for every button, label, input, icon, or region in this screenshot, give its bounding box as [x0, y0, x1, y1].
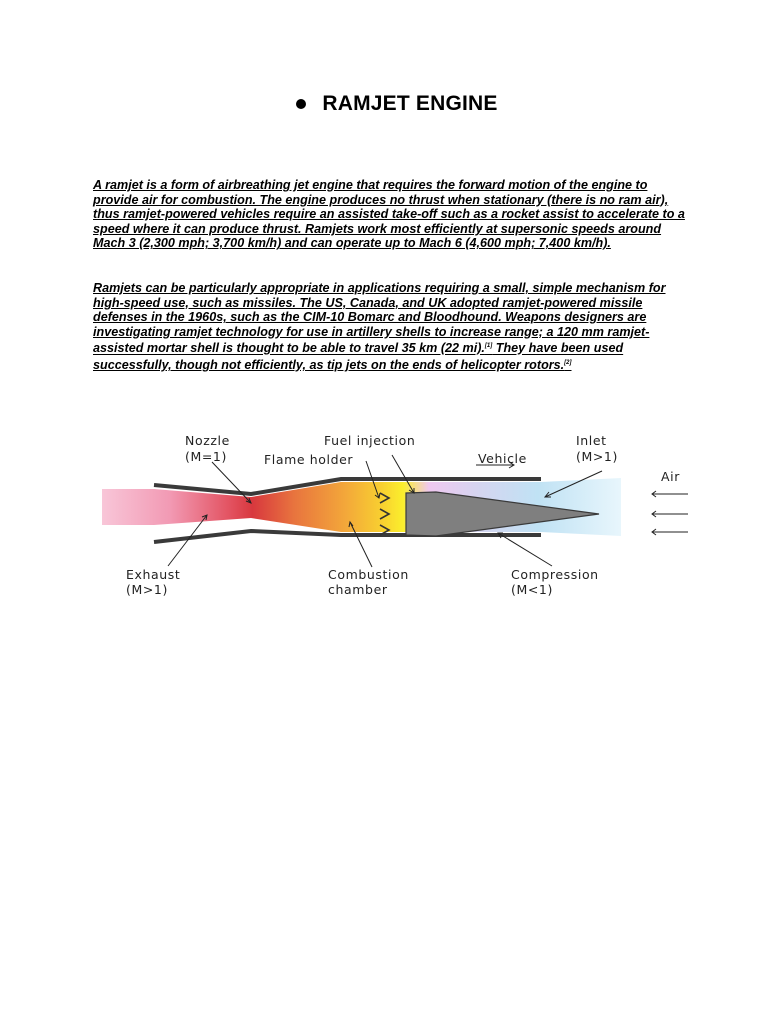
label-exhaust-mach: (M>1)	[126, 582, 168, 597]
label-inlet: Inlet	[576, 433, 607, 448]
reference-1-link[interactable]: [1]	[484, 343, 493, 350]
heading	[0, 92, 768, 116]
paragraph-2	[93, 281, 693, 373]
bullet-icon	[296, 99, 306, 109]
label-compression-mach: (M<1)	[511, 582, 553, 597]
label-air: Air	[661, 469, 680, 484]
label-vehicle: Vehicle	[478, 451, 527, 466]
label-combustion: Combustion	[328, 567, 409, 582]
paragraph-1: A ramjet is a form of airbreathing jet engine that requires the forward motion of the engine to provide air for combustion. The engine produces no thrust when stationary (there is no ram air), thus ramjet-powered vehicles require an assisted take-off such as a rocket assist to accelerate to a speed where it can produce thrust. Ramjets work most efficiently at supersonic speeds around Mach 3 (2,300 mph; 3,700 km/h) and can operate up to Mach 6 (4,600 mph; 7,400 km/h).	[93, 178, 685, 251]
paragraph-2-continued: They have been used successfully, though not efficiently, as tip jets on the ends of helicopter rotors.	[93, 341, 624, 373]
label-flame-holder: Flame holder	[264, 452, 354, 467]
label-inlet-mach: (M>1)	[576, 449, 618, 464]
label-compression: Compression	[511, 567, 599, 582]
label-fuel-injection: Fuel injection	[324, 433, 416, 448]
ramjet-diagram	[96, 428, 696, 603]
label-exhaust: Exhaust	[126, 567, 181, 582]
label-nozzle: Nozzle	[185, 433, 230, 448]
label-nozzle-mach: (M=1)	[185, 449, 227, 464]
reference-2-link[interactable]: [2]	[564, 360, 572, 367]
engine-wall-bottom	[154, 531, 541, 542]
label-chamber: chamber	[328, 582, 388, 597]
page-title: RAMJET ENGINE	[322, 92, 498, 115]
paragraph-2-text: Ramjets can be particularly appropriate in applications requiring a small, simple mechanism for high-speed use, such as missiles. The US, Canada, and UK adopted ramjet-powered missile defenses in the 1960s, such as the CIM-10 Bomarc and Bloodhound. Weapons designers are investigating ramjet technology for use in artillery shells to increase range; a 120 mm ramjet-assisted mortar shell is thought to be able to travel 35 km (22 mi).	[93, 281, 666, 356]
